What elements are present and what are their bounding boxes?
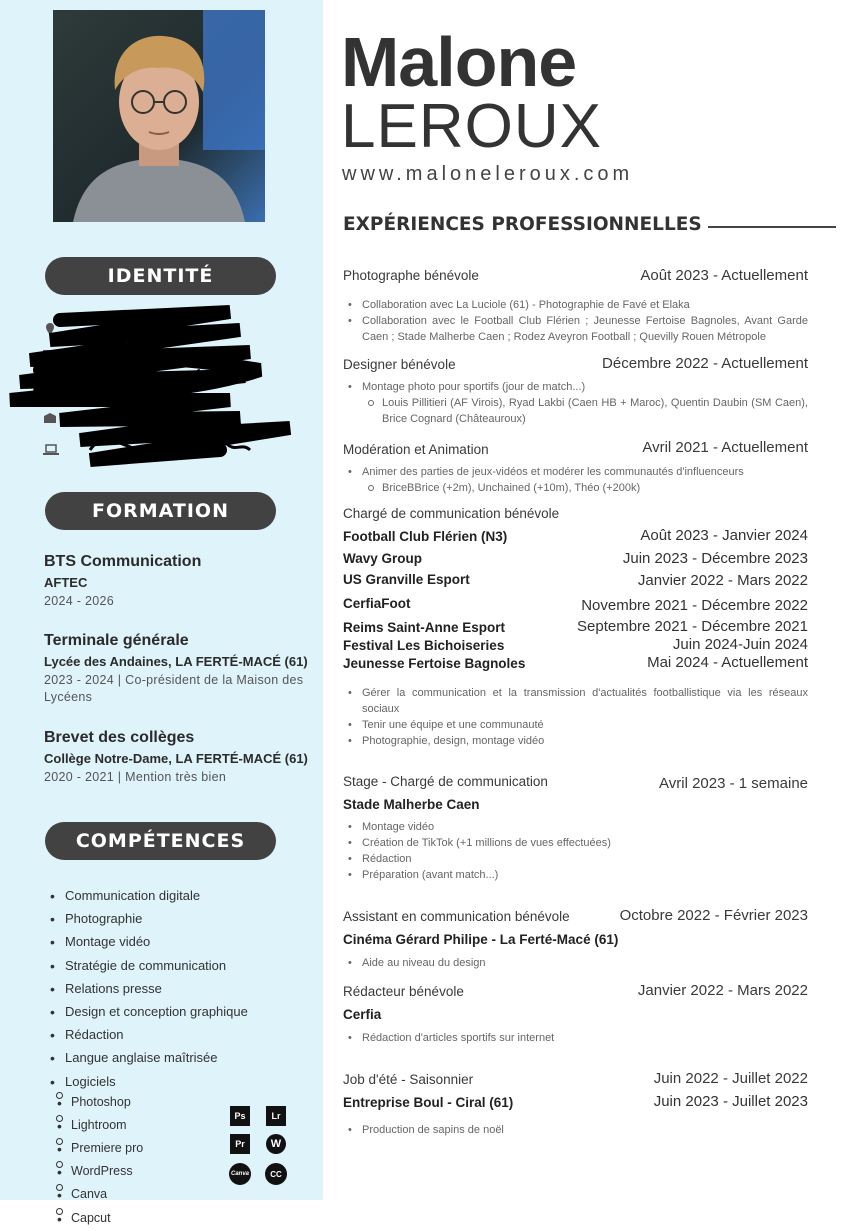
job-bullets: • Production de sapins de noël — [348, 1122, 808, 1138]
software-item: • WordPress — [56, 1161, 320, 1184]
heading-divider — [708, 226, 836, 228]
organization: CerfiaFoot — [343, 596, 411, 611]
skill-item: • Rédaction — [50, 1025, 320, 1048]
job-bullets: • Montage vidéo • Création de TikTok (+1 millions de vues effectuées) • Rédaction • Préparation (avant match...) — [348, 819, 808, 883]
job-date: Décembre 2022 - Actuellement — [602, 355, 808, 372]
last-name: LEROUX — [341, 92, 602, 161]
job-date: Janvier 2022 - Mars 2022 — [637, 982, 808, 999]
organization: Cerfia — [343, 1007, 382, 1022]
skill-item: • Relations presse — [50, 979, 320, 1002]
job-title: Chargé de communication bénévole — [343, 506, 560, 521]
job-title: Job d'été - Saisonnier — [343, 1072, 474, 1087]
job-date: Avril 2023 - 1 semaine — [659, 775, 808, 792]
organization-date: Juin 2024-Juin 2024 — [672, 636, 808, 653]
education-item: BTS Communication AFTEC 2024 - 2026 — [44, 553, 202, 608]
job-title: Modération et Animation — [343, 442, 489, 457]
organization: Entreprise Boul - Ciral (61) — [343, 1095, 514, 1110]
job-bullets: • Aide au niveau du design — [348, 955, 808, 971]
organization: Cinéma Gérard Philipe - La Ferté-Macé (61) — [343, 932, 619, 947]
software-item: • Canva — [56, 1184, 320, 1207]
premiere-icon: Pr — [230, 1134, 250, 1154]
photoshop-icon: Ps — [230, 1106, 250, 1126]
redaction-scribble — [0, 300, 310, 480]
education-heading: FORMATION — [45, 492, 276, 530]
job-title: Designer bénévole — [343, 357, 456, 372]
skill-item: • Photographie — [50, 909, 320, 932]
job-bullets: • Animer des parties de jeux-vidéos et modérer les communautés d'influenceurs BriceBBrice (+2m), Unchained (+10m), Théo (+200k) — [348, 464, 808, 496]
organization-date: Janvier 2022 - Mars 2022 — [637, 572, 808, 589]
job-bullets: • Montage photo pour sportifs (jour de match...) Louis Pillitieri (AF Virois), Ryad Lakbi (Caen HB + Maroc), Quentin Daubin (SM Caen), Brice Cognard (Châteauroux) — [348, 379, 808, 427]
job-bullets: • Collaboration avec La Luciole (61) - Photographie de Favé et Elaka • Collaboration avec le Football Club Flérien ; Jeunesse Fertoise Bagnoles, Avant Garde Caen ; Stade Malherbe Caen ; Rodez Aveyron Football ; Quevilly Rouen Métropole — [348, 297, 808, 345]
skill-item: • Stratégie de communication — [50, 956, 320, 979]
organization: Stade Malherbe Caen — [343, 797, 480, 812]
organization: Jeunesse Fertoise Bagnoles — [343, 656, 526, 671]
software-item: • Photoshop — [56, 1092, 320, 1115]
organization-date: Mai 2024 - Actuellement — [647, 654, 808, 671]
website: www.maloneleroux.com — [342, 163, 634, 185]
skill-item: • Montage vidéo — [50, 932, 320, 955]
job-title: Assistant en communication bénévole — [343, 909, 570, 924]
skill-item: • Design et conception graphique — [50, 1002, 320, 1025]
canva-icon: Canva — [229, 1163, 251, 1185]
skill-item: • Langue anglaise maîtrisée — [50, 1048, 320, 1071]
experience-heading: EXPÉRIENCES PROFESSIONNELLES — [343, 214, 702, 235]
job-title: Stage - Chargé de communication — [343, 774, 548, 789]
organization: Wavy Group — [343, 551, 423, 566]
education-item: Brevet des collèges Collège Notre-Dame, LA FERTÉ-MACÉ (61) 2020 - 2021 | Mention très bien — [44, 729, 308, 784]
skill-item: • Communication digitale — [50, 886, 320, 909]
organization: Festival Les Bichoiseries — [343, 638, 505, 653]
capcut-icon: CC — [265, 1163, 287, 1185]
software-item: • Lightroom — [56, 1115, 320, 1138]
skills-heading: COMPÉTENCES — [45, 822, 276, 860]
organization: Football Club Flérien (N3) — [343, 529, 508, 544]
organization-date: Juin 2023 - Décembre 2023 — [622, 550, 808, 567]
software-item: • Capcut — [56, 1208, 320, 1231]
job-date: Août 2023 - Actuellement — [640, 267, 808, 284]
lightroom-icon: Lr — [266, 1106, 286, 1126]
avatar — [53, 10, 265, 222]
wordpress-icon: W — [266, 1134, 286, 1154]
first-name: Malone — [341, 23, 577, 101]
organization-date: Novembre 2021 - Décembre 2022 — [581, 597, 808, 614]
job-title: Photographe bénévole — [343, 268, 479, 283]
job-bullets: • Rédaction d'articles sportifs sur internet — [348, 1030, 808, 1046]
job-date: Octobre 2022 - Février 2023 — [619, 907, 808, 924]
job-bullets: • Gérer la communication et la transmission d'actualités footballistique via les réseaux sociaux • Tenir une équipe et une communauté • Photographie, design, montage vidéo — [348, 685, 808, 749]
job-date-secondary: Juin 2023 - Juillet 2023 — [653, 1093, 808, 1110]
sidebar — [0, 0, 323, 1225]
skill-item: • Logiciels — [50, 1072, 320, 1095]
job-date: Juin 2022 - Juillet 2022 — [653, 1070, 808, 1087]
education-item: Terminale générale Lycée des Andaines, LA FERTÉ-MACÉ (61) 2023 - 2024 | Co-président de la Maison des Lycéens — [44, 632, 308, 704]
organization: Reims Saint-Anne Esport — [343, 620, 506, 635]
organization: US Granville Esport — [343, 572, 470, 587]
software-item: • Premiere pro — [56, 1138, 320, 1161]
job-date: Avril 2021 - Actuellement — [642, 439, 808, 456]
organization-date: Août 2023 - Janvier 2024 — [640, 527, 808, 544]
organization-date: Septembre 2021 - Décembre 2021 — [577, 618, 808, 635]
job-title: Rédacteur bénévole — [343, 984, 464, 999]
identity-heading: IDENTITÉ — [45, 257, 276, 295]
